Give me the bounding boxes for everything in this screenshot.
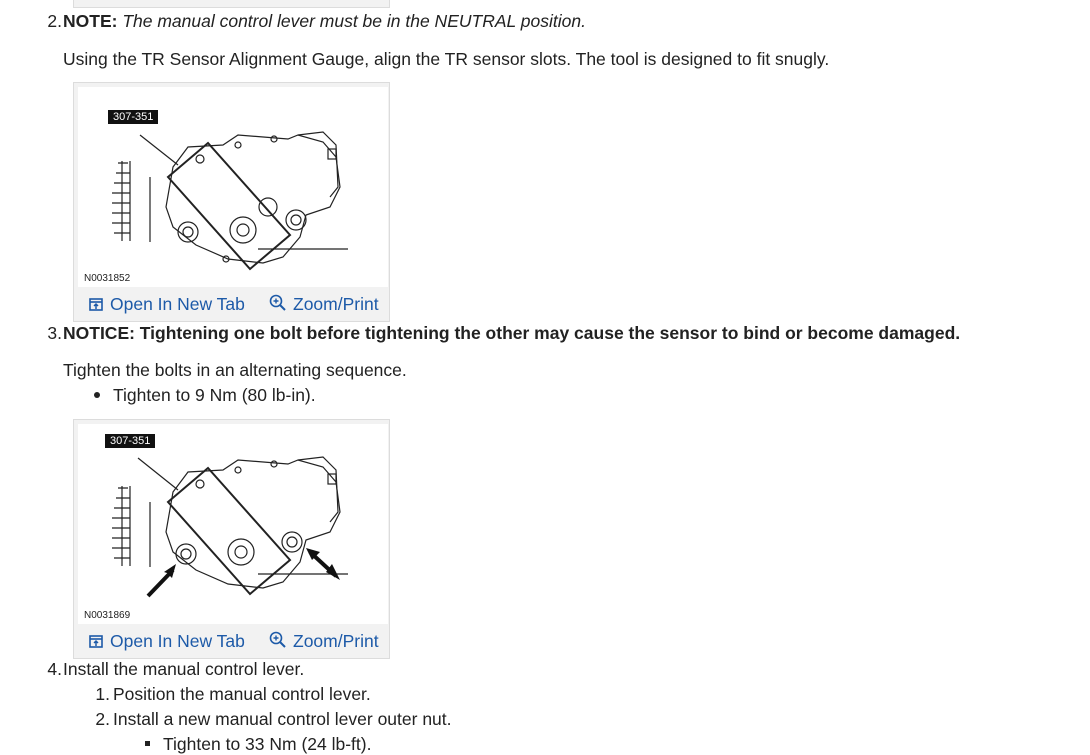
note-label: NOTE:: [63, 11, 118, 31]
figure-2-illustration[interactable]: [78, 424, 388, 624]
step-number: 2.: [47, 11, 62, 31]
note-text: The manual control lever must be in the NEUTRAL position.: [117, 11, 586, 31]
zoom-print-link[interactable]: [269, 630, 379, 652]
zoom-print-link[interactable]: [269, 293, 379, 315]
substep-text: Install a new manual control lever outer nut.: [113, 709, 452, 729]
open-new-tab-link[interactable]: [88, 630, 245, 652]
zoom-print-label: Zoom/Print: [293, 294, 379, 314]
open-new-tab-icon: [88, 296, 104, 312]
zoom-in-icon: [269, 631, 287, 649]
zoom-print-label: Zoom/Print: [293, 631, 379, 651]
figure-2: [73, 419, 390, 659]
step-4-body: Install the manual control lever.: [63, 659, 305, 679]
open-new-tab-link[interactable]: [88, 293, 245, 315]
step-2-body: Using the TR Sensor Alignment Gauge, align the TR sensor slots. The tool is designed to fit snugly.: [63, 49, 830, 69]
tr-sensor-bolts-illustration: [78, 424, 388, 624]
substep-number: 1.: [95, 684, 110, 704]
previous-figure-fragment: [73, 0, 390, 8]
substep-text: Position the manual control lever.: [113, 684, 371, 704]
tool-number-label: 307-351: [108, 110, 158, 124]
figure-1-links: [74, 287, 389, 321]
substep-bullet: Tighten to 33 Nm (24 lb-ft).: [163, 734, 372, 754]
figure-1-illustration[interactable]: [78, 87, 388, 287]
step-3-notice: NOTICE: Tightening one bolt before tightening the other may cause the sensor to bind or become damaged.: [63, 323, 961, 343]
open-new-tab-label: Open In New Tab: [110, 294, 245, 314]
bullet-dot: [94, 392, 100, 398]
bullet-square: [145, 741, 150, 746]
zoom-in-icon: [269, 294, 287, 312]
open-new-tab-icon: [88, 633, 104, 649]
step-number: 4.: [47, 659, 62, 679]
tool-number-label: 307-351: [105, 434, 155, 448]
figure-2-links: [74, 624, 389, 658]
figure-id: N0031852: [84, 273, 131, 284]
step-number: 3.: [47, 323, 62, 343]
step-2-note: [63, 10, 586, 32]
open-new-tab-label: Open In New Tab: [110, 631, 245, 651]
figure-1: [73, 82, 390, 322]
step-3-body: Tighten the bolts in an alternating sequence.: [63, 360, 407, 380]
figure-id: N0031869: [84, 610, 131, 621]
step-3-bullet: Tighten to 9 Nm (80 lb-in).: [113, 385, 316, 405]
substep-number: 2.: [95, 709, 110, 729]
